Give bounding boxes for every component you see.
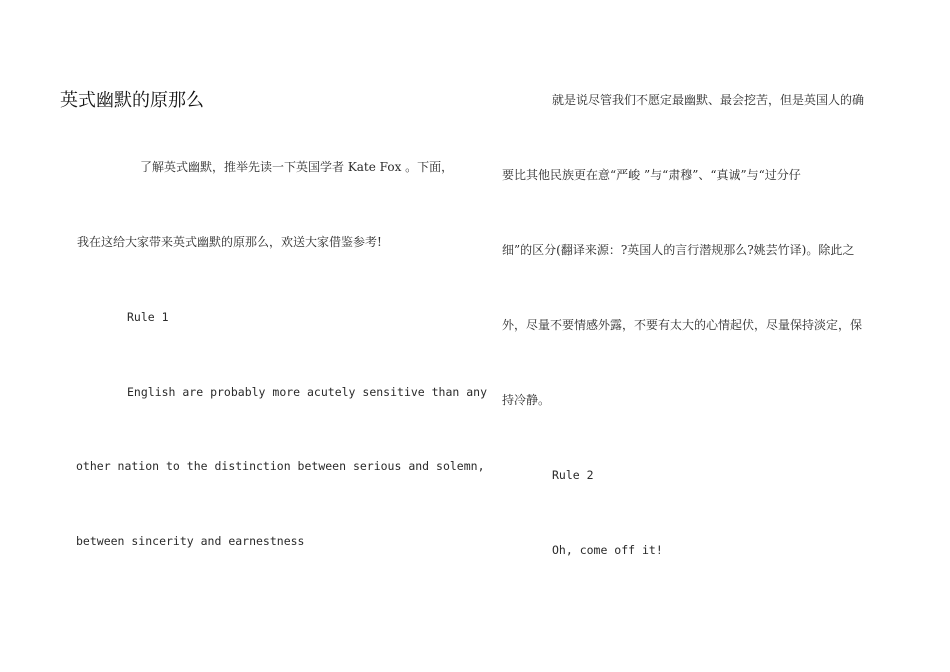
rule2-line-1: Oh, come off it!: [552, 543, 663, 557]
right-line-4: 外，尽量不要情感外露，不要有太大的心情起伏，尽量保持淡定，保: [502, 318, 863, 332]
document-title: 英式幽默的原那么: [60, 90, 204, 111]
intro-line-2: 我在这给大家带来英式幽默的原那么，欢送大家借鉴参考!: [77, 235, 382, 249]
rule1-line-3: between sincerity and earnestness: [76, 534, 305, 548]
right-line-3: 细”的区分(翻译来源：?英国人的言行潜规那么?姚芸竹译)。除此之: [502, 243, 855, 257]
rule1-line-1: English are probably more acutely sensitive than any: [127, 385, 488, 399]
rule1-line-2: other nation to the distinction between serious and solemn,: [76, 459, 485, 473]
rule2-heading: Rule 2: [552, 468, 594, 482]
right-line-1: 就是说尽管我们不愿定最幽默、最会挖苦，但是英国人的确: [552, 93, 865, 107]
right-line-2: 要比其他民族更在意“严峻 ”与“肃穆”、“真诚”与“过分仔: [502, 168, 801, 182]
rule1-heading: Rule 1: [127, 310, 169, 324]
intro-line-1: 了解英式幽默，推举先读一下英国学者 Kate Fox 。下面，: [140, 160, 454, 174]
right-line-5: 持冷静。: [502, 393, 551, 407]
